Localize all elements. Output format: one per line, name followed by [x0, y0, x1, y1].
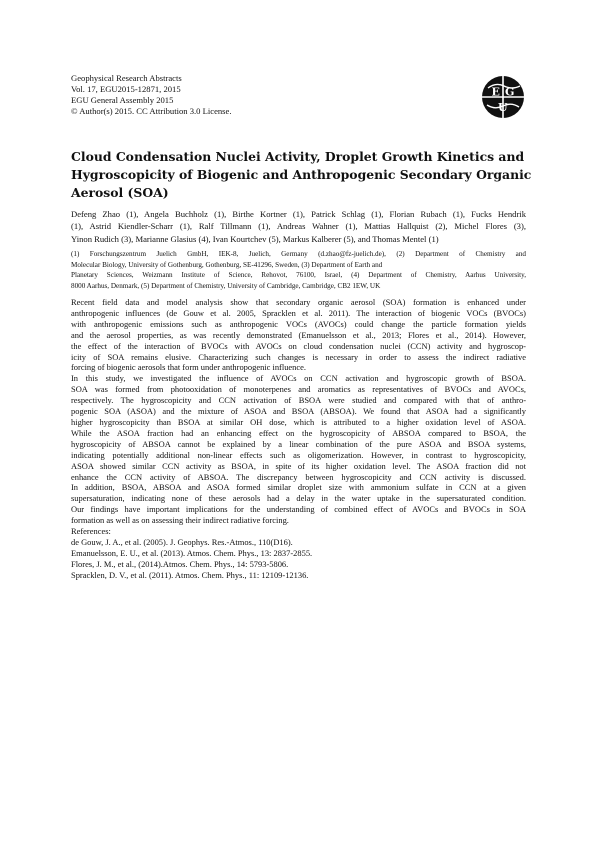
abstract-line: formation as well as on assessing their indirect radiative forcing.	[71, 515, 289, 526]
author-list	[71, 208, 526, 245]
affiliation-line: Planetary Sciences, Weizmann Institute of Science, Rehovot, 76100, Israel, (4) Department of Chemistry, Aarhus University,	[71, 271, 526, 279]
copyright-notice: © Author(s) 2015. CC Attribution 3.0 License.	[71, 105, 232, 116]
title-line: Cloud Condensation Nuclei Activity, Droplet Growth Kinetics and	[71, 149, 525, 164]
svg-text:U: U	[498, 101, 508, 114]
egu-logo-icon	[480, 74, 526, 120]
abstract-line: higher hygroscopicity than BSOA at similar OH dose, which is attributed to a higher oxidation level of ASOA.	[71, 416, 526, 427]
author-line: Yinon Rudich (3), Marianne Glasius (4), Ivan Kourtchev (5), Markus Kalberer (5), and Thomas Mentel (1)	[71, 233, 439, 244]
abstract-line: indicating potentially additional non-linear effects such as oligomerization. However, in contrast to hygroscopicity,	[71, 449, 526, 460]
abstract-body	[71, 297, 526, 581]
reference-item: Emanuelsson, E. U., et al. (2013). Atmos. Chem. Phys., 13: 2837-2855.	[71, 547, 313, 558]
affiliations	[71, 249, 526, 291]
title-line: Aerosol (SOA)	[71, 185, 169, 200]
journal-name: Geophysical Research Abstracts	[71, 73, 182, 83]
journal-header	[71, 73, 232, 117]
affiliation-line: Molecular Biology, University of Gothenburg, Gothenburg, SE-41296, Sweden, (3) Department of Earth and	[71, 260, 383, 269]
svg-text:E: E	[491, 85, 500, 99]
abstract-line: SOA was formed from photooxidation of monoterpenes and aromatics as representatives of BVOCs and AVOCs,	[71, 384, 526, 395]
abstract-line: icity of SOA remains elusive. Characterizing such changes is necessary in order to assess the indirect radiative	[71, 351, 526, 362]
abstract-line: the effect of the interaction of BVOCs with AVOCs on cloud condensation nuclei (CCN) activity and hygroscop-	[71, 340, 526, 351]
abstract-line: In this study, we investigated the influence of AVOCs on CCN activation and hygroscopic growth of BSOA.	[71, 373, 526, 384]
title-line: Hygroscopicity of Biogenic and Anthropogenic Secondary Organic	[71, 167, 532, 182]
svg-text:G: G	[505, 85, 515, 99]
abstract-line: anthropogenic influences (de Gouw et al. 2005, Spracklen et al. 2011). The interaction of biogenic VOCs (BVOCs)	[71, 307, 526, 318]
abstract-line: While the ASOA fraction had an enhancing effect on the hygroscopicity of ABSOA compared to BSOA, the	[71, 427, 526, 438]
author-line: (1), Astrid Kiendler-Scharr (1), Ralf Tillmann (1), Andreas Wahner (1), Mattias Hallquist (2), Michel Flores (3),	[71, 221, 526, 232]
references-heading: References:	[71, 526, 111, 537]
abstract-line: enhance the CCN activity of ABSOA. The discrepancy between hygroscopicity and CCN activity is discussed.	[71, 471, 526, 482]
abstract-line: Recent field data and model analysis show that secondary organic aerosol (SOA) formation is enhanced under	[71, 297, 526, 307]
abstract-line: forcing of biogenic aerosols that form under anthropogenic influence.	[71, 362, 306, 373]
affiliation-line: (1) Forschungszentrum Juelich GmbH, IEK-8, Juelich, Germany (d.zhao@fz-juelich.de), (2) Department of Chemistry and	[71, 250, 526, 258]
abstract-line: with anthropogenic emissions such as anthropogenic VOCs (AVOCs) could change the particle formation yields	[71, 318, 526, 329]
abstract-line: supersaturation, indicating none of these aerosols had a delay in the water uptake in the supersaturated condition.	[71, 493, 526, 504]
abstract-line: Our findings have important implications for the understanding of combined effect of AVOCs and BVOCs in SOA	[71, 504, 526, 515]
abstract-line: ASOA showed similar CCN activity as BSOA, in spite of its higher oxidation level. The ASOA fraction did not	[71, 460, 526, 471]
abstract-title	[71, 148, 532, 202]
abstract-line: hygroscopicity of ABSOA cannot be explained by a linear combination of the pure ASOA and BSOA systems,	[71, 438, 526, 449]
author-line: Defeng Zhao (1), Angela Buchholz (1), Birthe Kortner (1), Patrick Schlag (1), Florian Rubach (1), Fucks Hendrik	[71, 209, 526, 219]
volume-info: Vol. 17, EGU2015-12871, 2015	[71, 83, 181, 94]
assembly-name: EGU General Assembly 2015	[71, 94, 174, 105]
abstract-line: pogenic SOA (ASOA) and the mixture of ASOA and BSOA (ABSOA). We found that ASOA had a significantly	[71, 406, 526, 417]
abstract-line: In addition, BSOA, ABSOA and ASOA formed similar droplet size with ammonium sulfate in CCN at a given	[71, 482, 526, 493]
abstract-line: respectively. The hygroscopicity and CCN activation of BSOA were studied and compared with that of anthro-	[71, 395, 526, 406]
reference-item: Spracklen, D. V., et al. (2011). Atmos. Chem. Phys., 11: 12109-12136.	[71, 569, 309, 580]
affiliation-line: 8000 Aarhus, Denmark, (5) Department of Chemistry, University of Cambridge, Cambridge, CB2 1EW, UK	[71, 281, 381, 290]
reference-item: Flores, J. M., et al., (2014).Atmos. Chem. Phys., 14: 5793-5806.	[71, 558, 289, 569]
abstract-line: and the aerosol properties, as was recently demonstrated (Emanuelsson et al., 2013; Flores et al., 2014). However,	[71, 329, 526, 340]
reference-item: de Gouw, J. A., et al. (2005). J. Geophys. Res.-Atmos., 110(D16).	[71, 536, 293, 547]
